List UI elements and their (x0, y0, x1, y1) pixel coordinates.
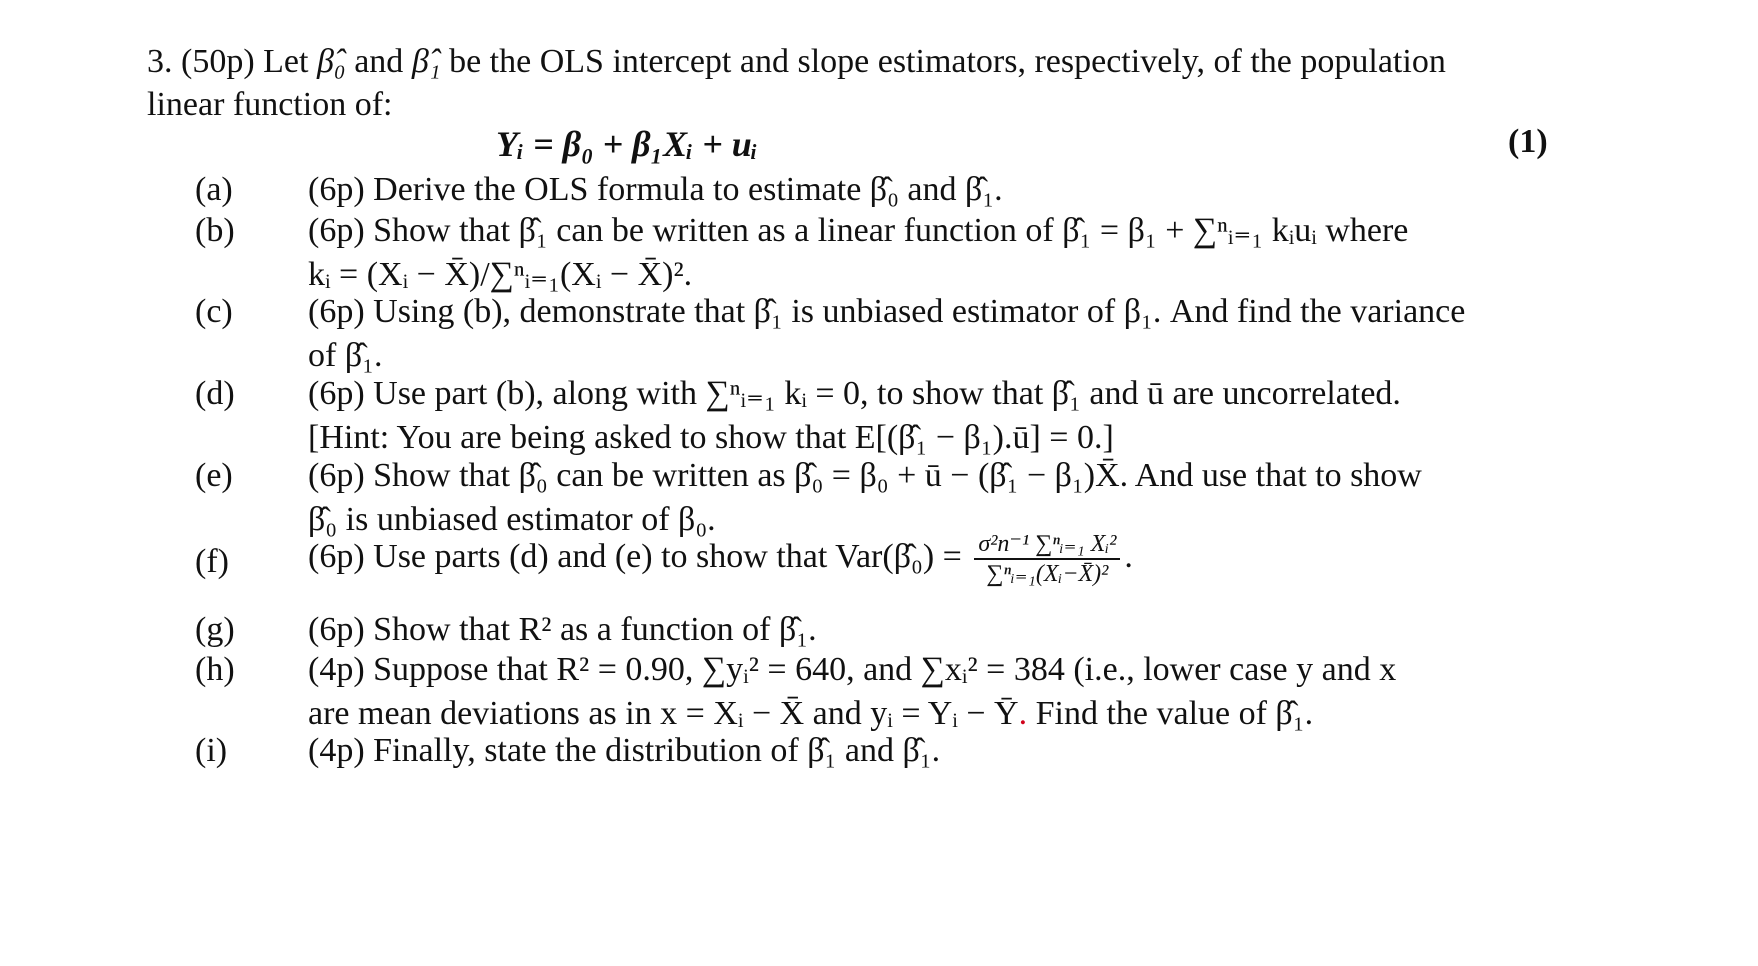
part-hint: [Hint: You are being asked to show that E[(β̂₁ − β₁).ū] = 0.] (308, 419, 1114, 456)
part-label: (f) (195, 543, 229, 580)
part-label: (g) (195, 611, 235, 648)
model-equation: Yᵢ = β₀ + β₁Xᵢ + uᵢ (496, 124, 758, 164)
part-label: (b) (195, 212, 235, 249)
equation-number: (1) (1508, 123, 1548, 160)
part-label: (e) (195, 457, 233, 494)
part-text-cont: are mean deviations as in x = Xᵢ − X̄ and yᵢ = Yᵢ − Ȳ. Find the value of β̂₁. (308, 695, 1314, 732)
part-text: (6p) Using (b), demonstrate that β̂₁ is unbiased estimator of β₁. And find the variance (308, 293, 1466, 330)
part-text: (6p) Show that β̂₀ can be written as β̂₀ = β₀ + ū − (β̂₁ − β₁)X̄. And use that to show (308, 457, 1422, 494)
fraction-numerator: σ²n⁻¹ ∑ⁿᵢ₌₁ Xᵢ² (974, 530, 1120, 560)
intro-line-1: 3. (50p) Let β̂₀ and β̂₁ be the OLS intercept and slope estimators, respectively, of the population (147, 43, 1446, 80)
part-text: (6p) Show that R² as a function of β̂₁. (308, 611, 817, 648)
intro-line-2: linear function of: (147, 86, 393, 123)
problem-page: 3. (50p) Let β̂₀ and β̂₁ be the OLS intercept and slope estimators, respectively, of the population linear function of: Yᵢ = β₀ + β₁Xᵢ + uᵢ (1) (a) (6p) Derive the OLS formula to estimate β̂₀ and β̂₁. (b) (6p) Show that β̂₁ can be written as a linear function of β̂₁ = β₁ + ∑ⁿᵢ₌₁ kᵢuᵢ where kᵢ = (Xᵢ − X̄)/∑ⁿᵢ₌₁(Xᵢ − X̄)². (c) (6p) Using (b), demonstrate that β̂₁ is unbiased estimator of β₁. And find the variance of β̂₁. (d) (6p) Use part (b), along with ∑ⁿᵢ₌₁ kᵢ = 0, to show that β̂₁ and ū are uncorrelated. [Hint: You are being asked to show that E[(β̂₁ − β₁).ū] = 0.] (e) (6p) Show that β̂₀ can be written as β̂₀ = β₀ + ū − (β̂₁ − β₁)X̄. And use that to show β̂₀ is unbiased estimator of β₀. (f) (6p) Use parts (d) and (e) to show that Var(β̂₀) = $\frac{\text{σ²n⁻¹ ∑ⁿᵢ₌₁ Xᵢ²}}{\text{∑ⁿᵢ₌₁(Xᵢ−X̄)²}}$ . (g) (6p) Show that R² as a function of β̂₁. (h) (4p) Suppose that R² = 0.90, ∑yᵢ² = 640, and ∑xᵢ² = 384 (i.e., lower case y and x are mean deviations as in x = Xᵢ − X̄ and yᵢ = Yᵢ − Ȳ. Find the value of β̂₁. (i) (4p) Finally, state the distribution of β̂₁ and β̂₁. (0, 0, 1758, 966)
part-text: (6p) Show that β̂₁ can be written as a linear function of β̂₁ = β₁ + ∑ⁿᵢ₌₁ kᵢuᵢ where (308, 212, 1409, 249)
part-text: (4p) Finally, state the distribution of β̂₁ and β̂₁. (308, 732, 941, 769)
problem-intro (147, 40, 1567, 126)
part-text-cont: kᵢ = (Xᵢ − X̄)/∑ⁿᵢ₌₁(Xᵢ − X̄)². (308, 256, 693, 293)
part-text: (6p) Derive the OLS formula to estimate β̂₀ and β̂₁. (308, 171, 1003, 208)
part-text-cont: of β̂₁. (308, 337, 383, 374)
part-text: (6p) Use part (b), along with ∑ⁿᵢ₌₁ kᵢ = 0, to show that β̂₁ and ū are uncorrelated. (308, 375, 1401, 412)
part-label: (i) (195, 732, 228, 769)
part-label: (d) (195, 375, 235, 412)
part-label: (a) (195, 171, 233, 208)
part-text-cont: β̂₀ is unbiased estimator of β₀. (308, 501, 716, 538)
variance-fraction (974, 530, 1120, 588)
fraction-denominator: ∑ⁿᵢ₌₁(Xᵢ−X̄)² (986, 561, 1109, 587)
part-text: (4p) Suppose that R² = 0.90, ∑yᵢ² = 640, and ∑xᵢ² = 384 (i.e., lower case y and x (308, 651, 1397, 688)
red-period: . (1018, 695, 1028, 732)
part-label: (h) (195, 651, 235, 688)
part-text: (6p) Use parts (d) and (e) to show that Var(β̂₀) = (308, 537, 962, 575)
part-label: (c) (195, 293, 233, 330)
